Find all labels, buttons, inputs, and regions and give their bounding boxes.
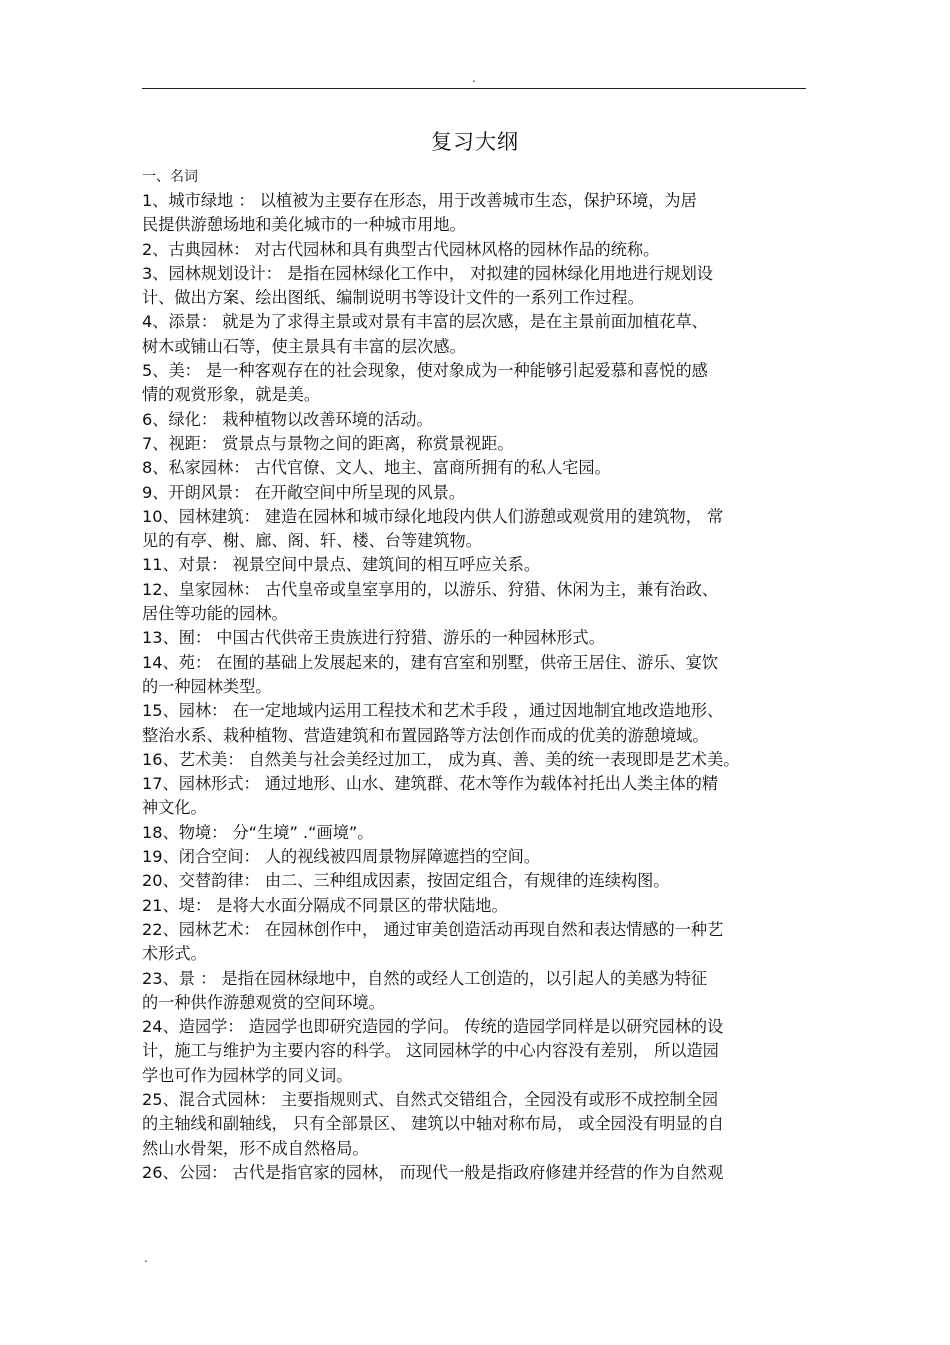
entry-line: 17、园林形式： 通过地形、山水、建筑群、花木等作为载体衬托出人类主体的精 xyxy=(142,774,719,794)
term-entry xyxy=(142,262,810,311)
entry-line: 6、绿化： 栽种植物以改善环境的活动。 xyxy=(142,409,433,429)
term-entry xyxy=(142,189,810,238)
entry-line: 树木或铺山石等，使主景具有丰富的层次感。 xyxy=(142,336,466,356)
entry-line: 10、园林建筑： 建造在园林和城市绿化地段内供人们游憩或观赏用的建筑物， 常 xyxy=(142,506,724,526)
term-entry xyxy=(142,432,810,456)
entry-line: 2、古典园林： 对古代园林和具有典型古代园林风格的园林作品的统称。 xyxy=(142,239,660,259)
section-heading: 一、名词 xyxy=(142,169,198,185)
entry-line: 4、添景： 就是为了求得主景或对景有丰富的层次感，是在主景前面加植花草、 xyxy=(142,312,708,332)
entry-line: 23、景 ： 是指在园林绿地中，自然的或经人工创造的，以引起人的美感为特征 xyxy=(142,968,708,988)
entry-line: 11、对景： 视景空间中景点、建筑间的相互呼应关系。 xyxy=(142,555,541,575)
term-entry xyxy=(142,772,810,821)
entry-line: 20、交替韵律： 由二、三种组成因素，按固定组合，有规律的连续构图。 xyxy=(142,871,670,891)
term-entry xyxy=(142,869,810,893)
entry-line: 整治水系、栽种植物、营造建筑和布置园路等方法创作而成的优美的游憩境域。 xyxy=(142,725,709,745)
entry-line: 19、闭合空间： 人的视线被四周景物屏障遮挡的空间。 xyxy=(142,847,541,867)
term-entry xyxy=(142,505,810,554)
term-entry xyxy=(142,748,810,772)
entry-line: 情的观赏形象，就是美。 xyxy=(142,385,321,405)
term-entry xyxy=(142,578,810,627)
entry-line: 21、堤： 是将大水面分隔成不同景区的带状陆地。 xyxy=(142,895,508,915)
term-list xyxy=(142,189,810,1185)
entry-line: 9、开朗风景： 在开敞空间中所呈现的风景。 xyxy=(142,482,466,502)
entry-line: 然山水骨架，形不成自然格局。 xyxy=(142,1138,369,1158)
term-entry xyxy=(142,1015,810,1088)
term-entry xyxy=(142,651,810,700)
term-entry xyxy=(142,1161,810,1185)
term-entry xyxy=(142,456,810,480)
term-entry xyxy=(142,967,810,1016)
term-entry xyxy=(142,1088,810,1161)
entry-line: 1、城市绿地 ： 以植被为主要存在形态，用于改善城市生态，保护环境，为居 xyxy=(142,191,697,210)
entry-line: 的主轴线和副轴线， 只有全部景区、 建筑以中轴对称布局， 或全园没有明显的自 xyxy=(142,1114,724,1134)
entry-line: 24、造园学： 造园学也即研究造园的学问。 传统的造园学同样是以研究园林的设 xyxy=(142,1017,724,1037)
entry-line: 的一种园林类型。 xyxy=(142,676,272,696)
entry-line: 计、做出方案、绘出图纸、编制说明书等设计文件的一系列工作过程。 xyxy=(142,288,644,308)
entry-line: 15、园林： 在一定地域内运用工程技术和艺术手段 ，通过因地制宜地改造地形、 xyxy=(142,701,724,721)
term-entry xyxy=(142,408,810,432)
term-entry xyxy=(142,821,810,845)
term-entry xyxy=(142,894,810,918)
term-entry xyxy=(142,699,810,748)
entry-line: 的一种供作游憩观赏的空间环境。 xyxy=(142,992,385,1012)
entry-line: 16、艺术美： 自然美与社会美经过加工， 成为真、善、美的统一表现即是艺术美。 xyxy=(142,749,740,769)
term-entry xyxy=(142,845,810,869)
entry-line: 26、公园： 古代是指官家的园林， 而现代一般是指政府修建并经营的作为自然观 xyxy=(142,1162,724,1182)
term-entry xyxy=(142,238,810,262)
header-dot: . xyxy=(472,71,476,85)
entry-line: 25、混合式园林： 主要指规则式、自然式交错组合，全园没有或形不成控制全园 xyxy=(142,1089,719,1109)
entry-line: 居住等功能的园林。 xyxy=(142,604,288,624)
term-entry xyxy=(142,918,810,967)
term-entry xyxy=(142,359,810,408)
footer-dot: . xyxy=(144,1251,148,1265)
term-entry xyxy=(142,481,810,505)
term-entry xyxy=(142,310,810,359)
page-title: 复习大纲 xyxy=(431,130,519,154)
entry-line: 13、囿： 中国古代供帝王贵族进行狩猎、游乐的一种园林形式。 xyxy=(142,628,605,648)
term-entry xyxy=(142,626,810,650)
entry-line: 见的有亭、榭、廊、阁、轩、楼、台等建筑物。 xyxy=(142,531,482,551)
entry-line: 12、皇家园林： 古代皇帝或皇室享用的，以游乐、狩猎、休闲为主，兼有治政、 xyxy=(142,579,719,599)
entry-line: 8、私家园林： 古代官僚、文人、地主、富商所拥有的私人宅园。 xyxy=(142,458,611,478)
entry-line: 计，施工与维护为主要内容的科学。 这同园林学的中心内容没有差别， 所以造园 xyxy=(142,1041,719,1061)
entry-line: 学也可作为园林学的同义词。 xyxy=(142,1065,353,1085)
entry-line: 神文化。 xyxy=(142,798,207,818)
entry-line: 术形式。 xyxy=(142,944,207,964)
entry-line: 3、园林规划设计： 是指在园林绿化工作中， 对拟建的园林绿化用地进行规划设 xyxy=(142,263,713,283)
entry-line: 民提供游憩场地和美化城市的一种城市用地。 xyxy=(142,215,466,235)
term-entry xyxy=(142,553,810,577)
entry-line: 14、苑： 在囿的基础上发展起来的，建有宫室和别墅，供帝王居住、游乐、宴饮 xyxy=(142,652,719,672)
entry-line: 22、园林艺术： 在园林创作中， 通过审美创造活动再现自然和表达情感的一种艺 xyxy=(142,919,724,939)
entry-line: 18、物境： 分“生境” .“画境”。 xyxy=(142,822,374,842)
entry-line: 5、美： 是一种客观存在的社会现象，使对象成为一种能够引起爱慕和喜悦的感 xyxy=(142,361,708,381)
entry-line: 7、视距： 赏景点与景物之间的距离，称赏景视距。 xyxy=(142,433,514,453)
header-rule xyxy=(142,88,806,89)
